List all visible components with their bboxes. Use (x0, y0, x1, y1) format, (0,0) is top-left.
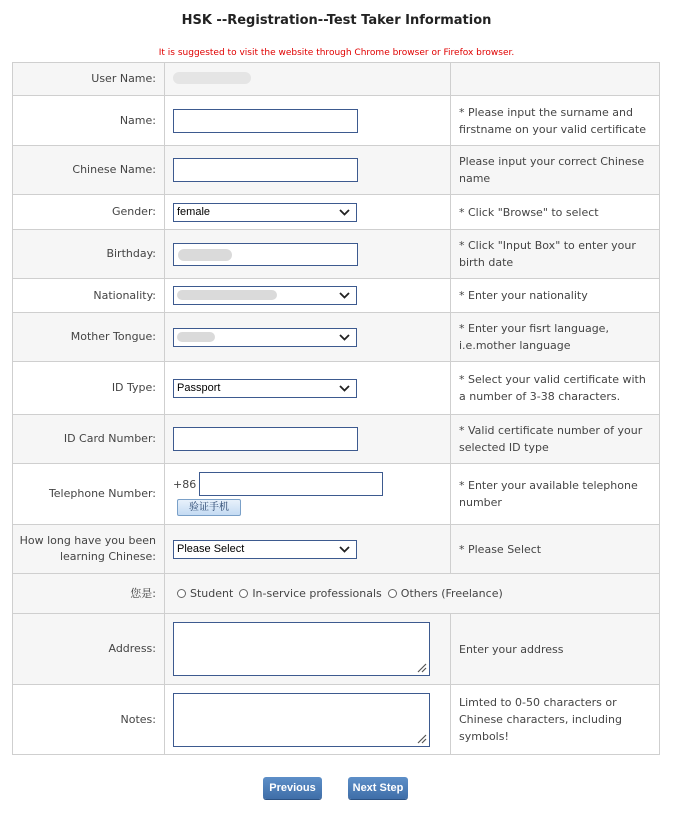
row-notes (13, 685, 660, 755)
chinese-name-input[interactable] (173, 158, 358, 182)
chevron-down-icon (338, 290, 351, 301)
birthday-tip: * Click "Input Box" to enter your birth date (451, 230, 660, 279)
radio-student[interactable] (177, 589, 186, 598)
id-type-selected-value: Passport (177, 381, 221, 394)
mother-tongue-label: Mother Tongue: (13, 313, 165, 362)
notes-tip: Limted to 0-50 characters or Chinese characters, including symbols! (451, 685, 660, 755)
radio-in-service[interactable] (239, 589, 248, 598)
birthday-label: Birthday: (13, 230, 165, 279)
row-nationality (13, 279, 660, 313)
id-type-tip: * Select your valid certificate with a number of 3-38 characters. (451, 362, 660, 415)
address-tip: Enter your address (451, 614, 660, 685)
row-gender (13, 195, 660, 230)
previous-button[interactable]: Previous (263, 777, 322, 799)
id-number-label: ID Card Number: (13, 415, 165, 464)
learning-duration-selected-value: Please Select (177, 542, 245, 555)
row-chinese-name (13, 146, 660, 195)
birthday-redacted (178, 249, 232, 261)
resize-grip-icon[interactable] (417, 663, 427, 673)
occupation-radio-group (173, 587, 651, 600)
notes-label: Notes: (13, 685, 165, 755)
row-address (13, 614, 660, 685)
user-name-label: User Name: (13, 63, 165, 96)
row-birthday (13, 230, 660, 279)
chevron-down-icon (338, 383, 351, 394)
nationality-select[interactable] (173, 286, 357, 305)
address-textarea[interactable] (173, 622, 430, 676)
mother-tongue-tip: * Enter your fisrt language, i.e.mother language (451, 313, 660, 362)
telephone-input[interactable] (199, 472, 383, 496)
mother-tongue-redacted (177, 332, 215, 342)
name-label: Name: (13, 96, 165, 146)
id-number-input[interactable] (173, 427, 358, 451)
row-id-number (13, 415, 660, 464)
notes-textarea[interactable] (173, 693, 430, 747)
radio-in-service-label: In-service professionals (252, 587, 382, 600)
id-type-label: ID Type: (13, 362, 165, 415)
row-name (13, 96, 660, 146)
radio-others[interactable] (388, 589, 397, 598)
telephone-label: Telephone Number: (13, 464, 165, 525)
chevron-down-icon (338, 207, 351, 218)
gender-tip: * Click "Browse" to select (451, 195, 660, 230)
row-telephone (13, 464, 660, 525)
registration-form (12, 62, 660, 755)
resize-grip-icon[interactable] (417, 734, 427, 744)
name-tip: * Please input the surname and firstname on your valid certificate (451, 96, 660, 146)
page-title: HSK --Registration--Test Taker Information (181, 13, 492, 28)
name-input[interactable] (173, 109, 358, 133)
nationality-label: Nationality: (13, 279, 165, 313)
radio-others-label: Others (Freelance) (400, 587, 503, 600)
row-learning-duration (13, 525, 660, 574)
address-label: Address: (13, 614, 165, 685)
browser-notice: It is suggested to visit the website through Chrome browser or Firefox browser. (158, 48, 515, 58)
chinese-name-label: Chinese Name: (13, 146, 165, 195)
row-user-name (13, 63, 660, 96)
learning-duration-label: How long have you been learning Chinese: (13, 525, 165, 574)
row-mother-tongue (13, 313, 660, 362)
mother-tongue-select[interactable] (173, 328, 357, 347)
user-name-redacted (173, 72, 251, 84)
nationality-tip: * Enter your nationality (451, 279, 660, 313)
you-are-label: 您是: (13, 574, 165, 614)
telephone-tip: * Enter your available telephone number (451, 464, 660, 525)
user-name-value (165, 63, 451, 96)
learning-duration-tip: * Please Select (451, 525, 660, 574)
gender-selected-value: female (177, 205, 211, 218)
learning-duration-select[interactable] (173, 540, 357, 559)
row-you-are (13, 574, 660, 614)
chinese-name-tip: Please input your correct Chinese name (451, 146, 660, 195)
gender-label: Gender: (13, 195, 165, 230)
verify-phone-button[interactable]: 验证手机 (177, 499, 241, 516)
nationality-redacted (177, 290, 277, 300)
chevron-down-icon (338, 332, 351, 343)
id-number-tip: * Valid certificate number of your selected ID type (451, 415, 660, 464)
next-step-button[interactable]: Next Step (348, 777, 408, 799)
row-id-type (13, 362, 660, 415)
phone-prefix: +86 (173, 477, 197, 491)
gender-select[interactable] (173, 203, 357, 222)
chevron-down-icon (338, 544, 351, 555)
id-type-select[interactable] (173, 379, 357, 398)
birthday-input[interactable] (173, 243, 358, 266)
radio-student-label: Student (190, 587, 234, 600)
